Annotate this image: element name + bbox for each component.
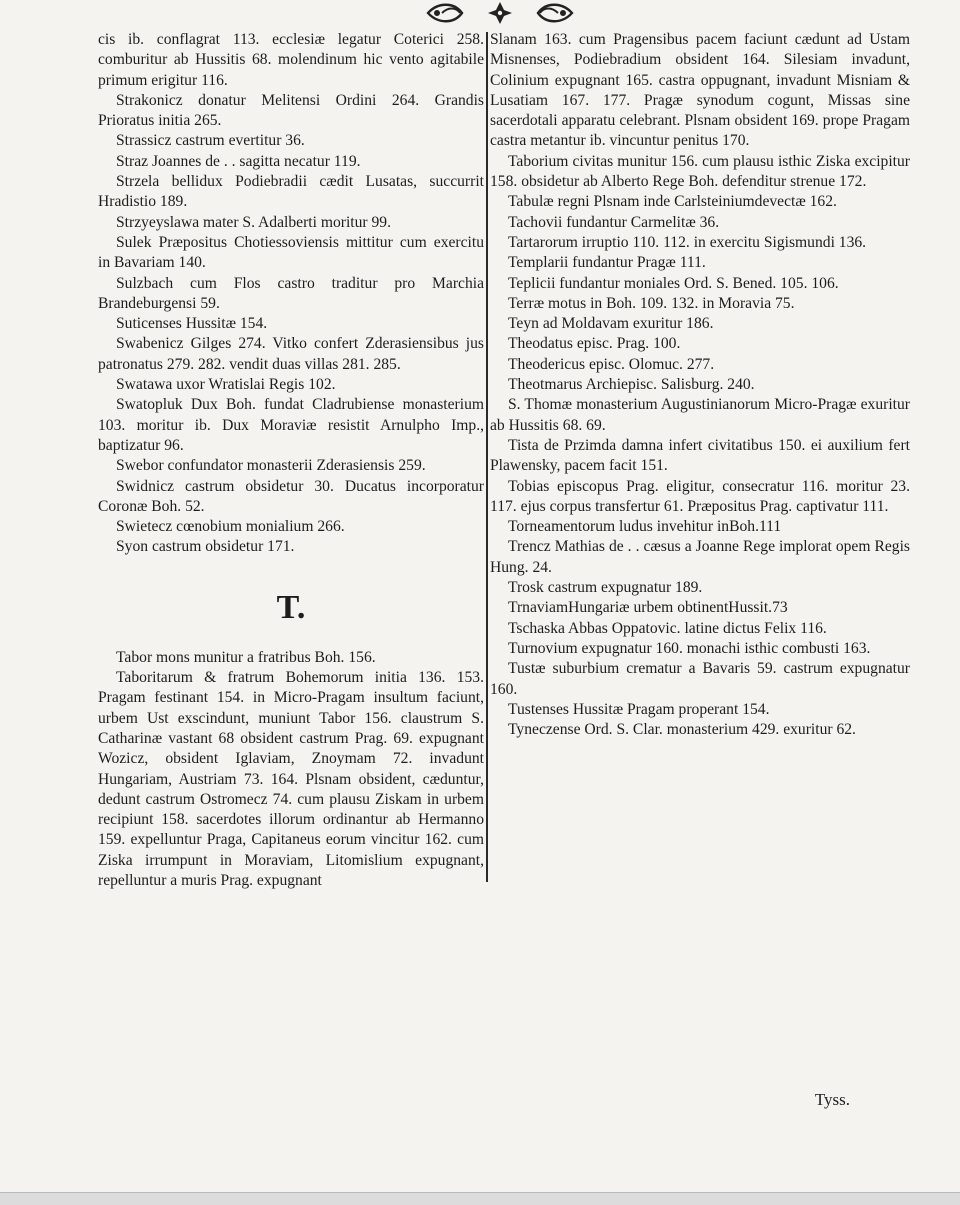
index-entry: Turnovium expugnatur 160. monachi isthic combusti 163. bbox=[508, 639, 871, 657]
index-entry: Swatawa uxor Wratislai Regis 102. bbox=[116, 376, 336, 394]
index-entry: Swatopluk Dux Boh. fundat Cladrubiense monasterium 103. moritur ib. Dux Moraviæ resistit Arnulpho Imp., baptizatur 96. bbox=[98, 396, 484, 454]
index-entry: Teyn ad Moldavam exuritur 186. bbox=[508, 315, 714, 333]
index-entry: Tartarorum irruptio 110. 112. in exercitu Sigismundi 136. bbox=[508, 233, 867, 251]
index-entry: TrnaviamHungariæ urbem obtinentHussit.73 bbox=[508, 599, 788, 617]
section-letter-heading: T. bbox=[276, 588, 306, 626]
index-entry: Swabenicz Gilges 274. Vitko confert Zderasiensibus jus patronatus 279. 282. vendit duas villas 281. 285. bbox=[98, 335, 484, 373]
index-entry: Tyneczense Ord. S. Clar. monasterium 429. exuritur 62. bbox=[508, 721, 856, 739]
index-entry: Strzyeyslawa mater S. Adalberti moritur 99. bbox=[116, 213, 391, 231]
index-entry: S. Thomæ monasterium Augustinianorum Micro-Pragæ exuritur ab Hussitis 68. 69. bbox=[490, 396, 910, 434]
right-column bbox=[490, 30, 910, 740]
index-entry: Tobias episcopus Prag. eligitur, consecratur 116. moritur 23. 117. ejus corpus transfertur 61. Præpositus Prag. captivatur 111. bbox=[490, 477, 910, 515]
index-entry: Strakonicz donatur Melitensi Ordini 264. Grandis Prioratus initia 265. bbox=[98, 91, 484, 130]
column-divider bbox=[486, 32, 488, 882]
index-entry: Tabor mons munitur a fratribus Boh. 156. bbox=[116, 648, 376, 666]
index-entry: Taboritarum & fratrum Bohemorum initia 136. 153. Pragam festinant 154. in Micro-Pragam insultum faciunt, urbem Ust exscindunt, muniunt Tabor 156. claustrum S. Catharinæ vastant 68 obsident castrum Prag. 69. expugnant Wozicz, obsident Iglaviam, Znoymam 72. invadunt Hungariam, Austriam 73. 164. Plsnam obsident, cæduntur, dedunt castrum Ostromecz 74. cum plausu Ziskam in urbem recipiunt 158. sacerdotes illorum ordinantur ab Hermanno 159. expelluntur Praga, Capitaneus eorum vincitur 162. cum Ziska irrumpunt in Moraviam, Litomislium expugnant, repelluntur a muris Prag. expugnant bbox=[98, 669, 484, 889]
index-entry: Terræ motus in Boh. 109. 132. in Moravia 75. bbox=[508, 294, 795, 312]
index-entry: Tachovii fundantur Carmelitæ 36. bbox=[508, 213, 720, 231]
index-entry: Trosk castrum expugnatur 189. bbox=[508, 579, 703, 597]
index-entry: Theodericus episc. Olomuc. 277. bbox=[508, 355, 715, 373]
index-entry: Slanam 163. cum Pragensibus pacem faciunt cædunt ad Ustam Misnenses, Podiebradium obsident 164. Silesiam invadunt, Colinium expugnant 165. castra oppugnant, invadunt Misniam & Lusatiam 167. 177. Pragæ synodum cogunt, Missas sine sacerdotali apparatu celebrant. Plsnam obsident 169. prope Pragam castra metantur ib. vincuntur penitus 170. bbox=[490, 31, 910, 150]
index-entry: Strzela bellidux Podiebradii cædit Lusatas, succurrit Hradistio 189. bbox=[98, 173, 484, 211]
index-entry: Trencz Mathias de . . cæsus a Joanne Rege implorat opem Regis Hung. 24. bbox=[490, 538, 910, 576]
index-entry: Sulek Præpositus Chotiessoviensis mittitur cum exercitu in Bavariam 140. bbox=[98, 233, 484, 272]
fleuron-ornament-icon bbox=[420, 0, 580, 26]
index-entry: Tustæ suburbium crematur a Bavaris 59. castrum expugnatur 160. bbox=[490, 660, 910, 698]
index-entry: Swebor confundator monasterii Zderasiensis 259. bbox=[116, 457, 426, 475]
index-entry: Templarii fundantur Pragæ 111. bbox=[508, 254, 706, 272]
index-entry: Theodatus episc. Prag. 100. bbox=[508, 335, 681, 353]
scan-edge bbox=[0, 1192, 960, 1205]
index-entry: cis ib. conflagrat 113. ecclesiæ legatur Coterici 258. comburitur ab Hussitis 68. molendinum hic vento agitabile primum erigitur 116. bbox=[98, 31, 484, 89]
catchword: Tyss. bbox=[814, 1090, 850, 1109]
index-entry: Suticenses Hussitæ 154. bbox=[116, 315, 268, 333]
index-entry: Torneamentorum ludus invehitur inBoh.111 bbox=[508, 518, 782, 536]
index-entry: Taborium civitas munitur 156. cum plausu isthic Ziska excipitur 158. obsidetur ab Alberto Rege Boh. defenditur strenue 172. bbox=[490, 152, 910, 191]
left-column bbox=[98, 30, 484, 891]
index-entry: Sulzbach cum Flos castro traditur pro Marchia Brandeburgensi 59. bbox=[98, 274, 484, 312]
index-entry: Swietecz cœnobium monialium 266. bbox=[116, 518, 345, 536]
index-entry: Syon castrum obsidetur 171. bbox=[116, 538, 295, 556]
index-entry: Tabulæ regni Plsnam inde Carlsteiniumdevectæ 162. bbox=[508, 193, 837, 211]
index-entry: Tustenses Hussitæ Pragam properant 154. bbox=[508, 700, 770, 718]
index-entry: Swidnicz castrum obsidetur 30. Ducatus incorporatur Coronæ Boh. 52. bbox=[98, 477, 484, 515]
index-entry: Strassicz castrum evertitur 36. bbox=[116, 132, 305, 150]
index-entry: Theotmarus Archiepisc. Salisburg. 240. bbox=[508, 376, 755, 394]
index-entry: Straz Joannes de . . sagitta necatur 119. bbox=[116, 152, 361, 170]
index-entry: Tschaska Abbas Oppatovic. latine dictus Felix 116. bbox=[508, 619, 827, 637]
index-entry: Tista de Przimda damna infert civitatibus 150. ei auxilium fert Plawensky, pacem facit 151. bbox=[490, 436, 910, 475]
index-entry: Teplicii fundantur moniales Ord. S. Bened. 105. 106. bbox=[508, 274, 839, 292]
